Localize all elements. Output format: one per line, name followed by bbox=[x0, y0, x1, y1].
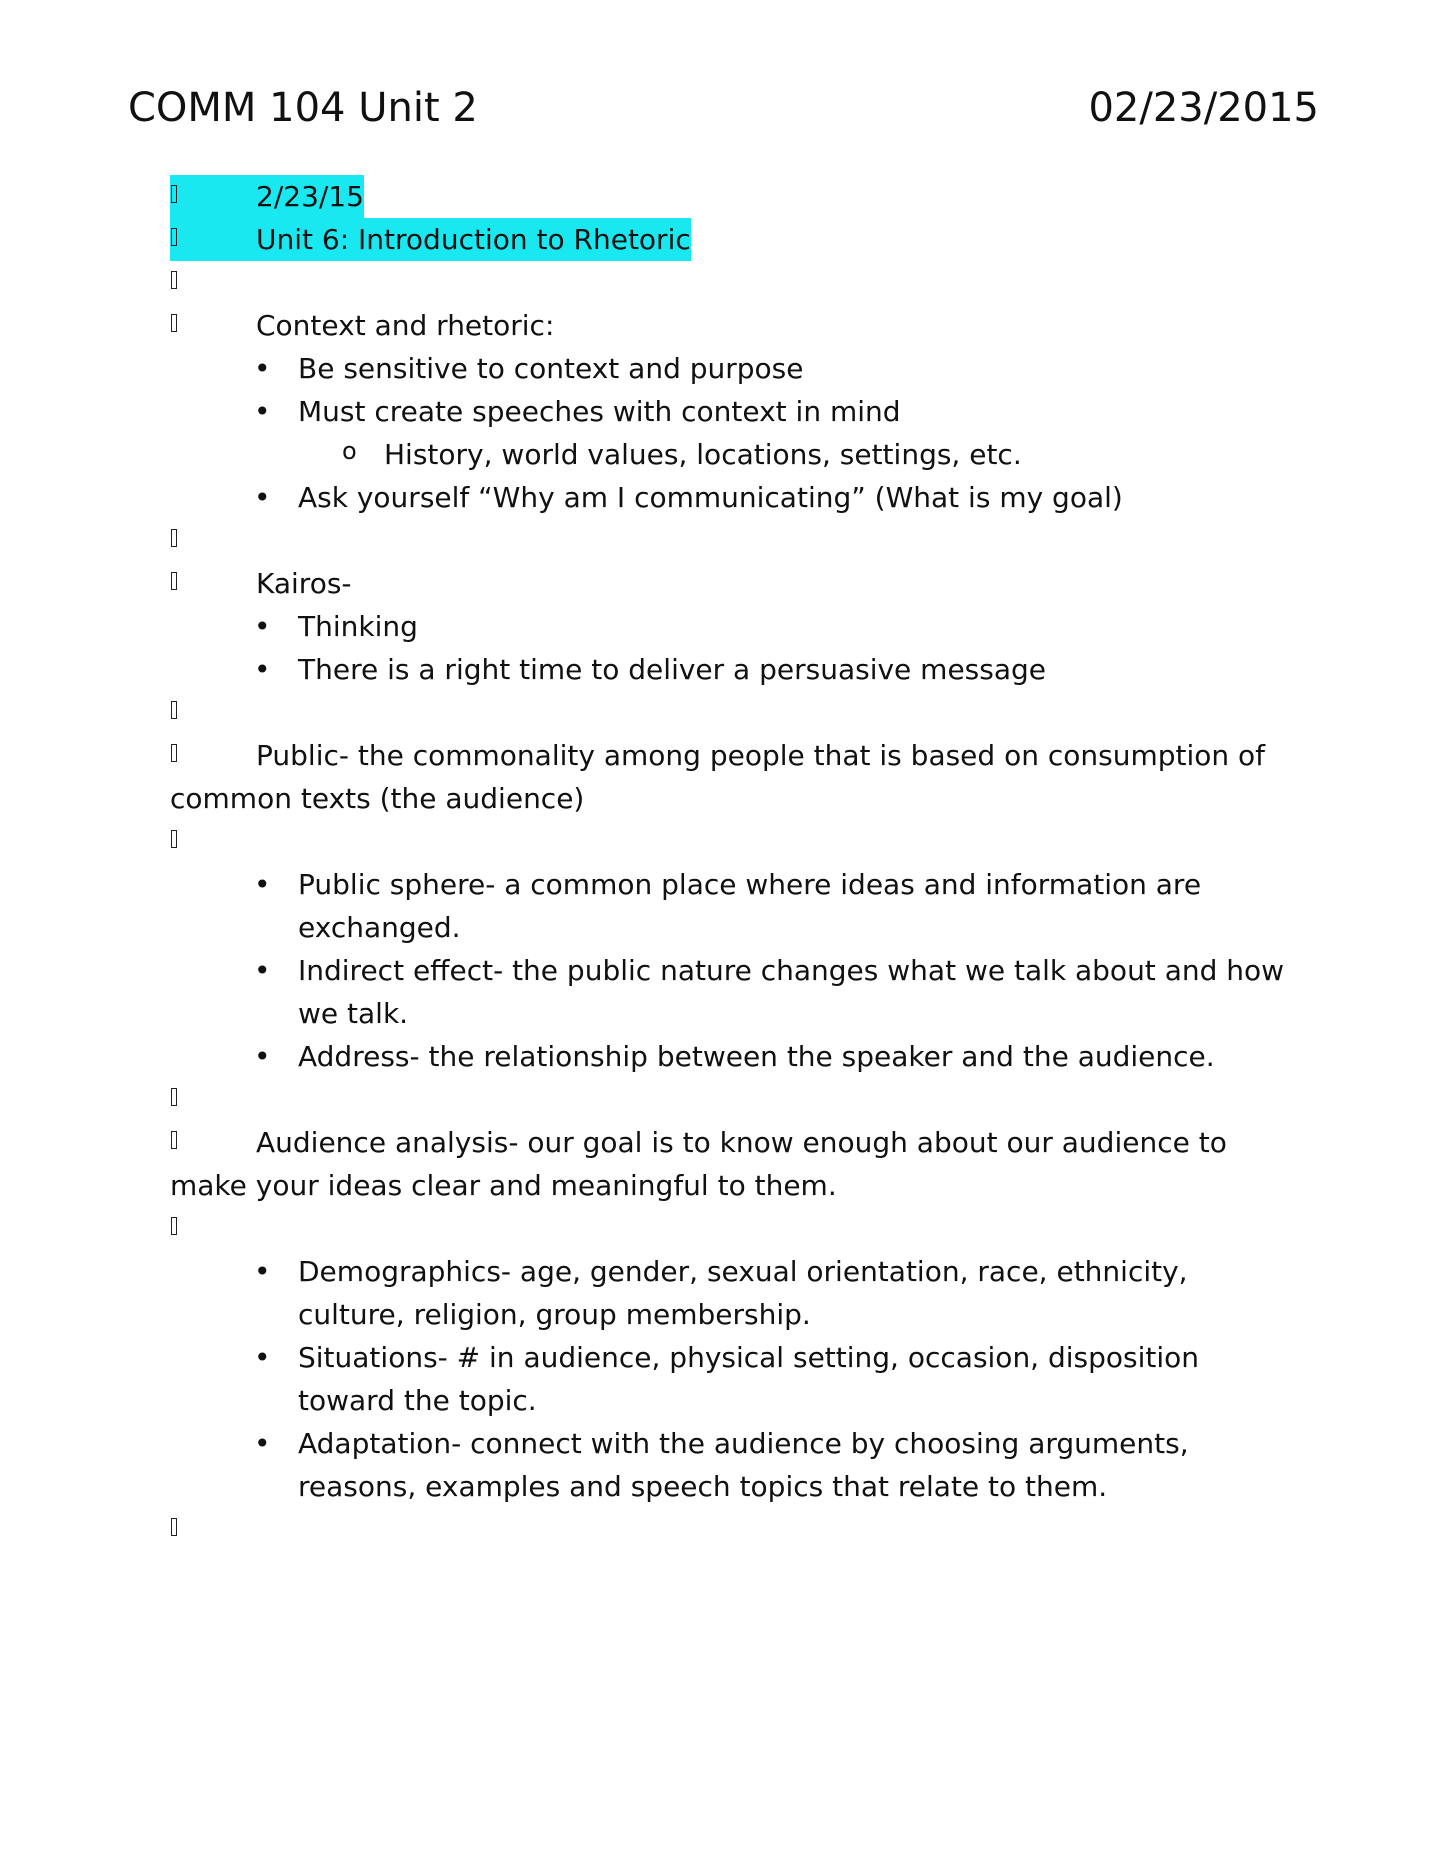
bullet-item: • Adaptation- connect with the audience by choosing arguments, reasons, examples and speech topics that relate to them. bbox=[298, 1422, 1298, 1508]
document-title: COMM 104 Unit 2 bbox=[128, 85, 478, 131]
sub-bullet-item: o History, world values, locations, settings, etc. bbox=[384, 433, 1290, 476]
unit-line bbox=[170, 218, 1290, 261]
notes-body bbox=[170, 175, 1290, 1551]
audience-bullets bbox=[170, 1250, 1298, 1508]
bullet-item: • Indirect effect- the public nature changes what we talk about and how we talk. bbox=[298, 949, 1298, 1035]
missing-glyph-box-icon bbox=[170, 562, 182, 605]
public-heading-text: Public- the commonality among people that is based on consumption of common texts (the audience) bbox=[170, 739, 1266, 815]
kairos-heading-text: Kairos- bbox=[256, 567, 352, 600]
document-date: 02/23/2015 bbox=[1088, 85, 1319, 131]
date-line bbox=[170, 175, 1290, 218]
public-bullets bbox=[170, 863, 1298, 1078]
kairos-bullets bbox=[170, 605, 1290, 691]
unit-line-text: Unit 6: Introduction to Rhetoric bbox=[256, 218, 691, 261]
missing-glyph-box-icon bbox=[170, 734, 182, 777]
missing-glyph-box-icon bbox=[170, 261, 182, 304]
context-heading bbox=[170, 304, 1290, 347]
bullet-item: • Public sphere- a common place where ideas and information are exchanged. bbox=[298, 863, 1298, 949]
missing-glyph-box-icon bbox=[170, 519, 182, 562]
audience-heading-text: Audience analysis- our goal is to know enough about our audience to make your ideas clear and meaningful to them. bbox=[170, 1126, 1227, 1202]
context-bullets bbox=[170, 347, 1290, 519]
missing-glyph-box-icon bbox=[170, 1207, 182, 1250]
bullet-item: • Situations- # in audience, physical setting, occasion, disposition toward the topic. bbox=[298, 1336, 1298, 1422]
missing-glyph-box-icon bbox=[170, 1508, 182, 1551]
context-heading-text: Context and rhetoric: bbox=[256, 309, 555, 342]
empty-paragraph bbox=[170, 261, 1290, 304]
missing-glyph-box-icon bbox=[170, 304, 182, 347]
public-heading bbox=[170, 734, 1290, 820]
highlight-lead bbox=[170, 175, 256, 218]
bullet-item: • Address- the relationship between the speaker and the audience. bbox=[298, 1035, 1298, 1078]
bullet-item: • There is a right time to deliver a persuasive message bbox=[298, 648, 1290, 691]
bullet-text: Must create speeches with context in mind bbox=[298, 395, 901, 428]
bullet-item: • Ask yourself “Why am I communicating” (What is my goal) bbox=[298, 476, 1290, 519]
bullet-item: • Thinking bbox=[298, 605, 1290, 648]
bullet-item: • Be sensitive to context and purpose bbox=[298, 347, 1290, 390]
highlight-lead bbox=[170, 218, 256, 261]
audience-heading bbox=[170, 1121, 1290, 1207]
bullet-item: • Demographics- age, gender, sexual orientation, race, ethnicity, culture, religion, group membership. bbox=[298, 1250, 1298, 1336]
missing-glyph-box-icon bbox=[170, 1078, 182, 1121]
missing-glyph-box-icon bbox=[170, 175, 182, 218]
missing-glyph-box-icon bbox=[170, 691, 182, 734]
missing-glyph-box-icon bbox=[170, 820, 182, 863]
bullet-item bbox=[298, 390, 1290, 476]
context-sub-bullets bbox=[298, 433, 1290, 476]
empty-paragraph bbox=[170, 691, 1290, 734]
empty-paragraph bbox=[170, 820, 1290, 863]
missing-glyph-box-icon bbox=[170, 1121, 182, 1164]
kairos-heading bbox=[170, 562, 1290, 605]
date-line-text: 2/23/15 bbox=[256, 175, 364, 218]
empty-paragraph bbox=[170, 1078, 1290, 1121]
empty-paragraph bbox=[170, 519, 1290, 562]
empty-paragraph bbox=[170, 1207, 1290, 1250]
missing-glyph-box-icon bbox=[170, 218, 182, 261]
empty-paragraph bbox=[170, 1508, 1290, 1551]
